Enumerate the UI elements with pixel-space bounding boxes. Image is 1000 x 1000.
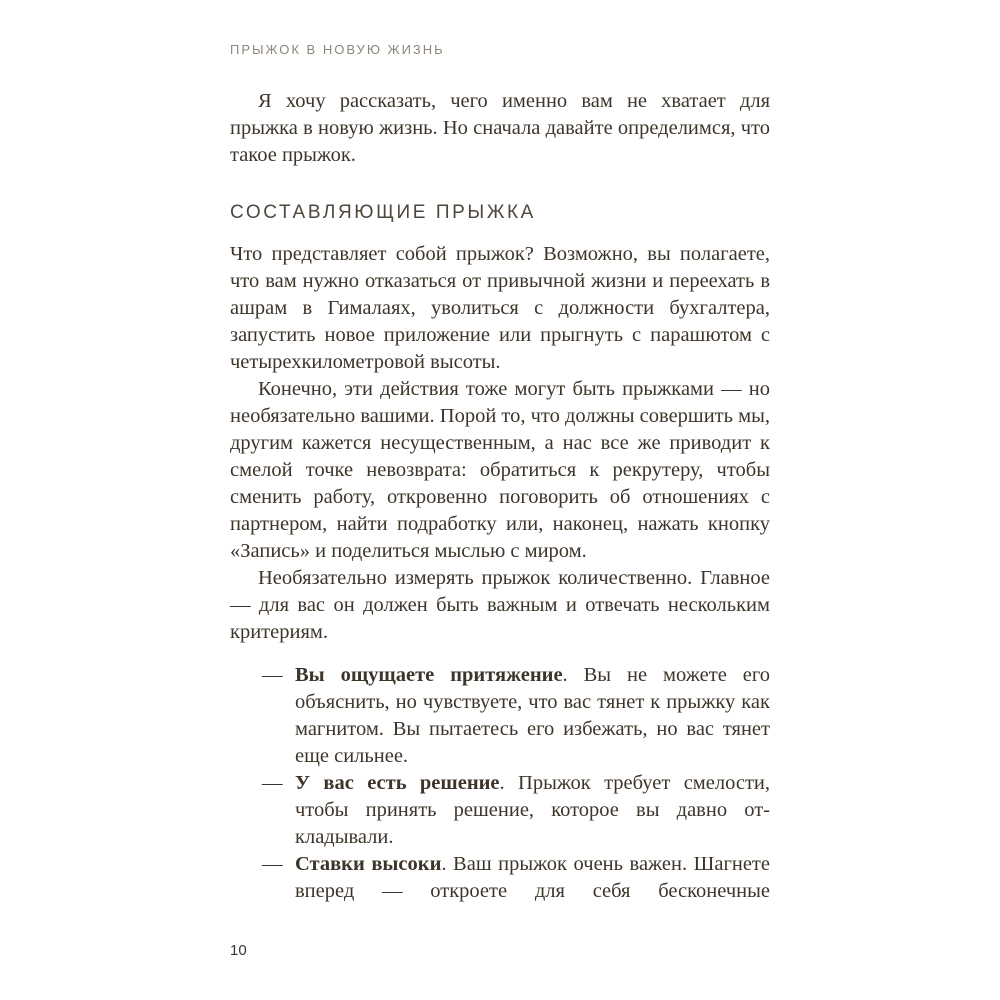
list-item-lead: Вы ощущаете притяжение (295, 664, 563, 686)
section-heading: СОСТАВЛЯЮЩИЕ ПРЫЖКА (230, 202, 536, 223)
running-head: ПРЫЖОК В НОВУЮ ЖИЗНЬ (230, 42, 445, 57)
body-paragraph: Конечно, эти действия тоже могут быть прыжками — но необязательно вашими. Порой то, что должны совершить мы, другим кажется несущественным, а нас все же приводит к смелой точке невозврата: обратиться к рекрутеру, чтобы сменить работу, откровенно поговорить об отношениях с партнером, найти подработку или, наконец, нажать кнопку «Запись» и поделиться мыслью с миром. (230, 378, 770, 562)
body-paragraph: Необязательно измерять прыжок количественно. Главное — для вас он должен быть важным и отвечать нескольким критериям. (230, 567, 770, 643)
list-item-text: . Ваш прыжок очень важен. Шагнете вперед — откроете для себя бесконечные (295, 853, 770, 902)
text-block (230, 42, 770, 905)
dash-bullet: — (262, 664, 283, 686)
list-item-text: . Прыжок требует смелости, чтобы принять решение, которое вы давно откладывали. (295, 772, 771, 848)
list-item (230, 662, 770, 770)
dash-bullet: — (262, 772, 283, 794)
list-item (230, 770, 770, 851)
page-number: 10 (230, 942, 247, 959)
list-item-lead: Ставки высоки (295, 853, 442, 875)
list-item-text: . Вы не можете его объяснить, но чувствуете, что вас тянет к прыжку как магнитом. Вы пытаетесь его избежать, но вас тянет еще сильнее. (295, 664, 770, 767)
dash-bullet: — (262, 853, 283, 875)
list-item (230, 851, 770, 905)
body-paragraph: Что представляет собой прыжок? Возможно, вы полагаете, что вам нужно отказаться от привычной жизни и переехать в ашрам в Гималаях, уволиться с должности бухгалтера, запустить новое приложение или прыгнуть с парашютом с четырехкилометровой высоты. (230, 243, 770, 373)
list-item-lead: У вас есть решение (295, 772, 500, 794)
intro-paragraph: Я хочу рассказать, чего именно вам не хватает для прыжка в новую жизнь. Но сначала давайте определимся, что такое прыжок. (230, 90, 770, 166)
criteria-list (230, 662, 770, 905)
